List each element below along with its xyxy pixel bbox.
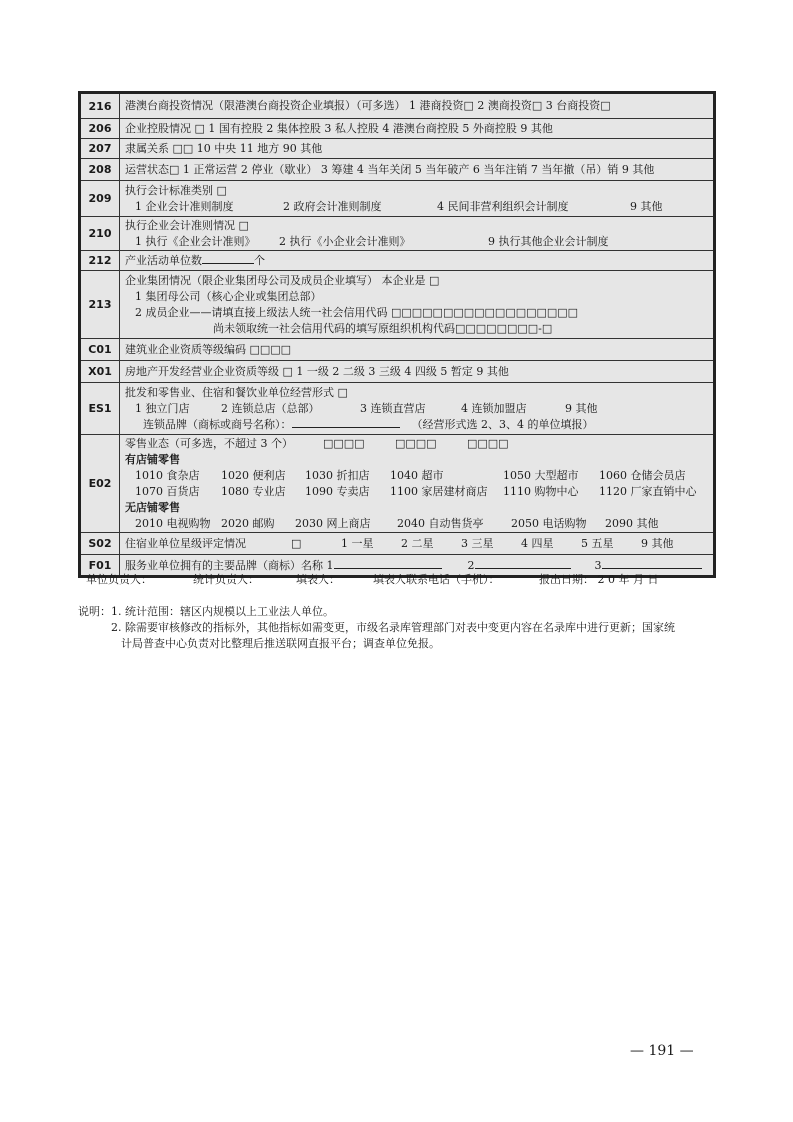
form-row-e02 (80, 435, 715, 533)
form-row-206 (80, 119, 715, 139)
row-code: 207 (80, 139, 120, 159)
row-code: ES1 (80, 383, 120, 435)
retail-format-box-3[interactable]: □□□□ (467, 437, 509, 450)
form-row-210 (80, 217, 715, 251)
business-form-options (125, 401, 708, 417)
form-row-212 (80, 251, 715, 271)
option[interactable]: 2 政府会计准则制度 (283, 200, 382, 213)
row-code: E02 (80, 435, 120, 533)
option[interactable]: 1080 专业店 (221, 485, 286, 498)
chain-brand-label: 连锁品牌（商标或商号名称）： (143, 418, 292, 431)
brand-2-number: 2 (467, 559, 475, 572)
option[interactable]: 1070 百货店 (135, 485, 200, 498)
option[interactable]: 4 四星 (521, 537, 554, 550)
option[interactable]: 4 民间非营利组织会计制度 (437, 200, 569, 213)
option[interactable]: 1010 食杂店 (135, 469, 200, 482)
option[interactable]: 1020 便利店 (221, 469, 286, 482)
option[interactable]: 2 执行《小企业会计准则》 (279, 235, 411, 248)
option[interactable]: 3 连锁直营店 (360, 402, 426, 415)
option[interactable]: 1050 大型超市 (503, 469, 579, 482)
option[interactable]: 1110 购物中心 (503, 485, 579, 498)
option[interactable]: 1120 厂家直销中心 (599, 485, 697, 498)
option[interactable]: 2030 网上商店 (295, 517, 371, 530)
brand-3-input-line[interactable] (602, 558, 702, 569)
hotel-star-rating-field (125, 536, 708, 552)
accounting-standard-options (125, 199, 708, 215)
row-code: 216 (80, 93, 120, 119)
option[interactable]: 9 其他 (630, 200, 663, 213)
statistics-form-table (78, 91, 716, 578)
operating-status-field[interactable]: 运营状态□ 1 正常运营 2 停业（歇业） 3 筹建 4 当年关闭 5 当年破产 6 当年注销 7 当年撤（吊）销 9 其他 (125, 163, 655, 176)
retail-format-box-2[interactable]: □□□□ (395, 437, 437, 450)
count-input-line[interactable] (202, 253, 254, 264)
row-code: X01 (80, 361, 120, 383)
business-form-label: 批发和零售业、住宿和餐饮业单位经营形式 □ (125, 386, 348, 399)
form-row-213 (80, 271, 715, 339)
form-row-c01 (80, 339, 715, 361)
note-item-1: 1. 统计范围：辖区内规模以上工业法人单位。 (111, 605, 334, 618)
row-code: 206 (80, 119, 120, 139)
option[interactable]: 1030 折扣店 (305, 469, 370, 482)
hk-macao-taiwan-investment-field[interactable]: 港澳台商投资情况（限港澳台商投资企业填报）（可多选） 1 港商投资□ 2 澳商投资□ 3 台商投资□ (125, 99, 611, 112)
option[interactable]: 5 五星 (581, 537, 614, 550)
note-item-2-line-2: 计局普查中心负责对比整理后推送联网直报平台；调查单位免报。 (121, 637, 440, 650)
form-row-es1 (80, 383, 715, 435)
option[interactable]: 2090 其他 (605, 517, 659, 530)
note-line-1 (78, 604, 718, 620)
store-retail-heading: 有店铺零售 (125, 453, 180, 466)
option[interactable]: 9 其他 (641, 537, 674, 550)
hotel-star-box[interactable]: □ (291, 537, 302, 550)
form-notes (78, 604, 718, 652)
retail-format-label: 零售业态（可多选，不超过 3 个） (125, 437, 293, 450)
form-row-x01 (80, 361, 715, 383)
brand-1-input-line[interactable] (334, 558, 442, 569)
accounting-standard-label: 执行会计标准类别 □ (125, 184, 227, 197)
row-code: F01 (80, 555, 120, 577)
note-item-2-line-1: 2. 除需要审核修改的指标外，其他指标如需变更，市级名录库管理部门对表中变更内容在名录库中进行更新；国家统 (111, 621, 675, 634)
option[interactable]: 2010 电视购物 (135, 517, 211, 530)
filler-phone-label[interactable]: 填表人联系电话（手机）： (373, 573, 500, 586)
option[interactable]: 1060 仓储会员店 (599, 469, 686, 482)
group-parent-option[interactable]: 1 集团母公司（核心企业或集团总部） (135, 290, 322, 303)
row-code: 210 (80, 217, 120, 251)
page-number: — 191 — (630, 1043, 694, 1059)
chain-brand-note: （经营形式选 2、3、4 的单位填报） (411, 418, 594, 431)
option[interactable]: 3 三星 (461, 537, 494, 550)
non-store-retail-options (125, 516, 708, 532)
holding-type-field[interactable]: 企业控股情况 □ 1 国有控股 2 集体控股 3 私人控股 4 港澳台商控股 5 外商控股 9 其他 (125, 122, 553, 135)
group-member-org-code[interactable]: 尚未领取统一社会信用代码的填写原组织机构代码□□□□□□□□-□ (213, 322, 553, 335)
row-code: 213 (80, 271, 120, 339)
option[interactable]: 2 二星 (401, 537, 434, 550)
option[interactable]: 1040 超市 (390, 469, 444, 482)
form-row-207 (80, 139, 715, 159)
option[interactable]: 2 连锁总店（总部） (221, 402, 320, 415)
row-code: 208 (80, 159, 120, 181)
unit-head-label[interactable]: 单位负责人： (86, 573, 152, 586)
real-estate-qualification-field[interactable]: 房地产开发经营业企业资质等级 □ 1 一级 2 二级 3 三级 4 四级 5 暂定 9 其他 (125, 365, 509, 378)
brand-3-number: 3 (594, 559, 602, 572)
option[interactable]: 1 执行《企业会计准则》 (135, 235, 256, 248)
option[interactable]: 2040 自动售货亭 (397, 517, 484, 530)
form-row-s02 (80, 533, 715, 555)
affiliation-field[interactable]: 隶属关系 □□ 10 中央 11 地方 90 其他 (125, 142, 323, 155)
option[interactable]: 4 连锁加盟店 (461, 402, 527, 415)
option[interactable]: 1100 家居建材商店 (390, 485, 488, 498)
form-row-208 (80, 159, 715, 181)
row-code: 209 (80, 181, 120, 217)
option[interactable]: 1090 专卖店 (305, 485, 370, 498)
row-code: S02 (80, 533, 120, 555)
retail-format-box-1[interactable]: □□□□ (323, 437, 365, 450)
signature-row (86, 572, 716, 588)
option[interactable]: 2020 邮购 (221, 517, 275, 530)
accounting-rule-options (125, 234, 708, 250)
store-retail-options-1 (125, 468, 708, 484)
enterprise-group-label[interactable]: 企业集团情况（限企业集团母公司及成员企业填写） 本企业是 □ (125, 274, 440, 287)
row-code: 212 (80, 251, 120, 271)
service-brand-label: 服务业单位拥有的主要品牌（商标）名称 1 (125, 559, 334, 572)
brand-2-input-line[interactable] (475, 558, 571, 569)
option[interactable]: 1 一星 (341, 537, 374, 550)
option[interactable]: 9 其他 (565, 402, 598, 415)
construction-qualification-field[interactable]: 建筑业企业资质等级编码 □□□□ (125, 343, 292, 356)
industrial-unit-count-field (125, 253, 708, 269)
filler-label[interactable]: 填表人： (296, 573, 340, 586)
retail-format-label-row (125, 436, 708, 452)
form-row-209 (80, 181, 715, 217)
option[interactable]: 1 独立门店 (135, 402, 190, 415)
non-store-retail-heading: 无店铺零售 (125, 501, 180, 514)
chain-brand-input-line[interactable] (292, 417, 400, 428)
unit-label: 个 (254, 254, 265, 267)
accounting-rule-label: 执行企业会计准则情况 □ (125, 219, 249, 232)
stat-head-label[interactable]: 统计负责人： (193, 573, 259, 586)
group-member-credit-code[interactable]: 2 成员企业——请填直接上级法人统一社会信用代码 □□□□□□□□□□□□□□□□□□ (135, 306, 579, 319)
chain-brand-field (125, 417, 708, 433)
form-row-216 (80, 93, 715, 119)
option[interactable]: 1 企业会计准则制度 (135, 200, 234, 213)
option[interactable]: 9 执行其他企业会计制度 (488, 235, 609, 248)
option[interactable]: 2050 电话购物 (511, 517, 587, 530)
report-date-label[interactable]: 报出日期： 2 0 年 月 日 (539, 573, 659, 586)
field-label: 产业活动单位数 (125, 254, 202, 267)
row-code: C01 (80, 339, 120, 361)
notes-label: 说明： (78, 605, 111, 618)
store-retail-options-2 (125, 484, 708, 500)
hotel-star-label: 住宿业单位星级评定情况 (125, 537, 246, 550)
